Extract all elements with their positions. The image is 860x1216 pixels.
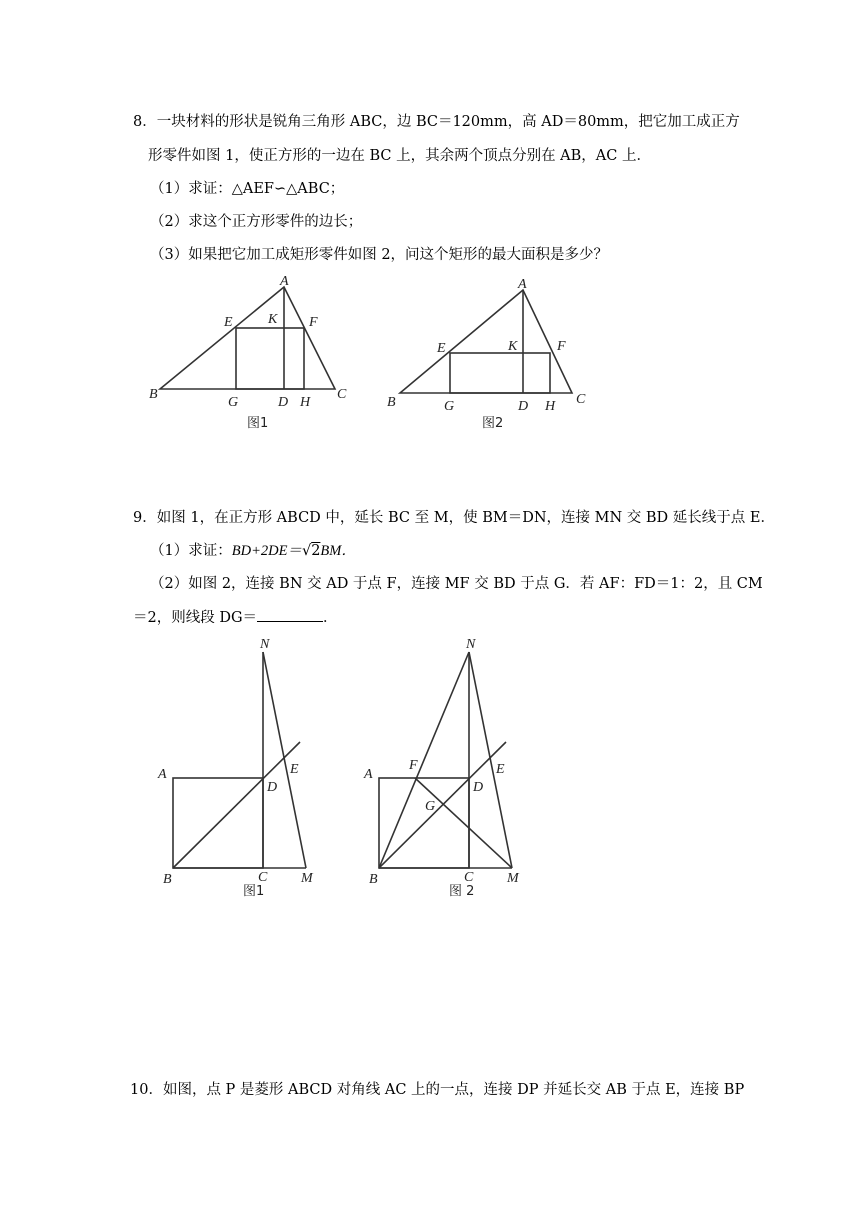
q8-text-1: 一块材料的形状是锐角三角形 ABC，边 BC＝120mm，高 AD＝80mm，把它加工成正方 <box>156 114 740 130</box>
segment-nm <box>469 652 512 868</box>
q8-part-1: （1）求证：△AEF∽△ABC； <box>150 181 345 197</box>
label-k: K <box>268 312 278 327</box>
label-g: G <box>228 395 239 410</box>
label-c: C <box>464 870 474 885</box>
label-b: B <box>163 872 172 887</box>
label-m: M <box>507 871 519 886</box>
segment-nm <box>263 652 306 868</box>
label-g: G <box>444 399 455 414</box>
label-h: H <box>545 399 556 414</box>
q9-part-1-suffix: BM． <box>320 543 356 559</box>
label-n: N <box>260 637 270 652</box>
q9-part-2-period: ． <box>323 610 338 626</box>
label-a: A <box>364 767 373 782</box>
line-bd-extended <box>379 742 506 868</box>
figure-caption: 图1 <box>247 416 269 431</box>
q10-number: 10． <box>130 1082 163 1098</box>
label-b: B <box>387 395 396 410</box>
label-e: E <box>290 762 299 777</box>
q10-line-1 <box>130 1080 744 1100</box>
label-a: A <box>280 274 289 289</box>
q8-part-2: （2）求这个正方形零件的边长； <box>150 214 363 230</box>
q9-part-1-prefix: （1）求证： <box>150 543 232 559</box>
sqrt-radicand: 2 <box>311 543 321 559</box>
figure-caption: 图2 <box>482 416 504 431</box>
label-c: C <box>337 387 347 402</box>
q8-part-3: （3）如果把它加工成矩形零件如图 2，问这个矩形的最大面积是多少？ <box>150 247 609 263</box>
sqrt-sign: √ <box>301 543 312 559</box>
label-f: F <box>309 315 318 330</box>
q8-line-2: 形零件如图 1，使正方形的一边在 BC 上，其余两个顶点分别在 AB，AC 上． <box>148 148 651 164</box>
figure-caption: 图1 <box>243 884 265 899</box>
label-a: A <box>158 767 167 782</box>
label-m: M <box>301 871 313 886</box>
line-bd-extended <box>173 742 300 868</box>
q9-text-1: 如图 1，在正方形 ABCD 中，延长 BC 至 M，使 BM＝DN，连接 MN 交 BD 延长线于点 E． <box>156 510 775 526</box>
label-c: C <box>258 870 268 885</box>
label-f: F <box>409 758 418 773</box>
q9-part-1-expression: BD+2DE＝ <box>231 543 302 559</box>
q9-figure-1 <box>157 637 314 899</box>
label-d: D <box>518 399 529 414</box>
label-b: B <box>369 872 378 887</box>
segment-nb <box>379 652 469 868</box>
label-g: G <box>425 799 436 814</box>
label-d: D <box>267 780 278 795</box>
q9-part-2: （2）如图 2，连接 BN 交 AD 于点 F，连接 MF 交 BD 于点 G．若 AF：FD＝1：2，且 CM <box>150 576 763 592</box>
label-k: K <box>508 339 518 354</box>
label-a: A <box>518 277 527 292</box>
label-e: E <box>496 762 505 777</box>
label-f: F <box>557 339 566 354</box>
q9-figure-2 <box>363 637 520 899</box>
label-n: N <box>466 637 476 652</box>
figure-caption: 图 2 <box>449 884 475 899</box>
label-h: H <box>300 395 311 410</box>
label-c: C <box>576 392 586 407</box>
q8-number: 8． <box>133 114 157 130</box>
label-d: D <box>278 395 289 410</box>
label-e: E <box>224 315 233 330</box>
label-b: B <box>149 387 158 402</box>
label-e: E <box>437 341 446 356</box>
q9-number: 9． <box>133 510 157 526</box>
q9-part-2-cont-text: ＝2，则线段 DG＝ <box>133 610 258 626</box>
label-d: D <box>473 780 484 795</box>
q10-text-1: 如图，点 P 是菱形 ABCD 对角线 AC 上的一点，连接 DP 并延长交 AB 于点 E，连接 BP <box>162 1082 745 1098</box>
